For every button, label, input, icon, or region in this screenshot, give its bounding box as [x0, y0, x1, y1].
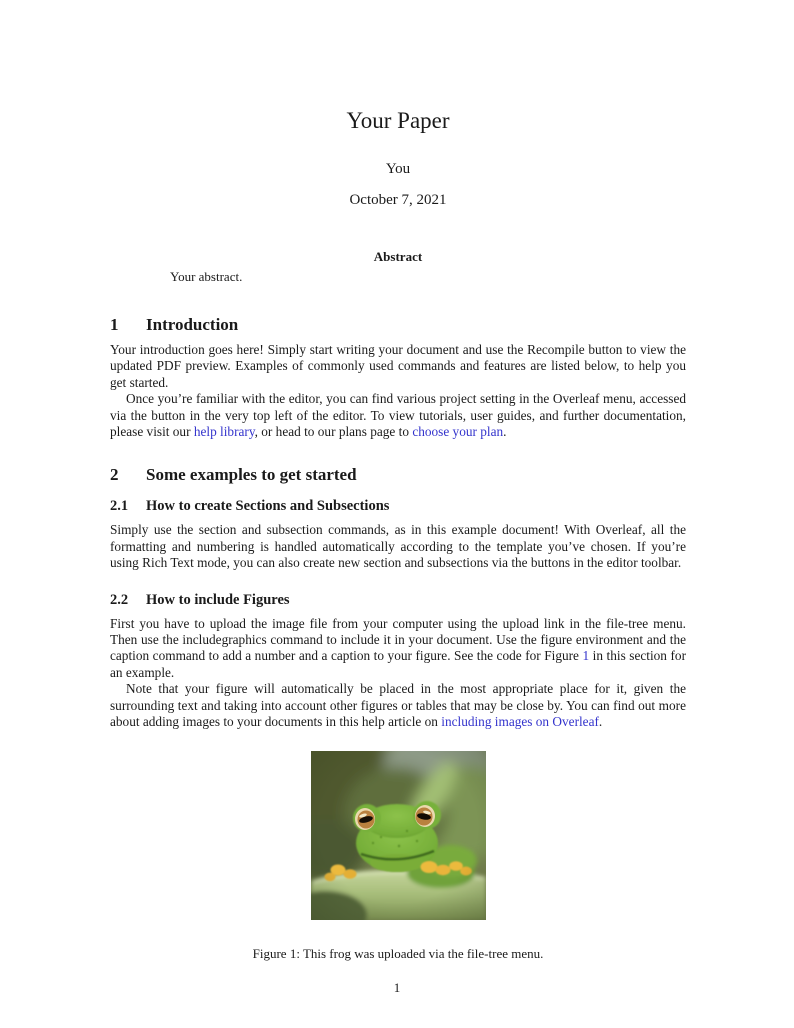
paper-date: October 7, 2021	[349, 192, 447, 208]
subsection-heading-2-2	[110, 591, 686, 609]
subsection-title: How to create Sections and Subsections	[146, 498, 390, 515]
choose-your-plan-link[interactable]: choose your plan	[412, 424, 504, 440]
subsection-heading-2-1	[110, 497, 686, 515]
paper-author: You	[385, 161, 411, 177]
paragraph-text: .	[598, 714, 603, 730]
page-number: 1	[393, 980, 401, 995]
intro-paragraph-2	[110, 391, 686, 440]
section-title: Introduction	[146, 315, 239, 334]
frog-photo	[311, 751, 486, 920]
intro-paragraph-1: Your introduction goes here! Simply start writing your document and use the Recompile button to view the updated PDF preview. Examples of commonly used commands and features are listed below, to help you get started.	[110, 342, 686, 390]
paragraph-text: Once you’re familiar with the editor, you can find various project setting in the Overleaf menu, accessed via the button in the very top left of the editor. To view tutorials, user guides, and further documentation, please visit our	[110, 391, 686, 440]
paragraph-text: First you have to upload the image file from your computer using the upload link in the file-tree menu. Then use the includegraphics command to include it in your document. Use the figure environment and the caption command to add a number and a caption to your figure. See the code for Figure	[110, 615, 686, 664]
figures-paragraph-2	[110, 681, 686, 730]
paragraph-text: in this section for an example.	[110, 648, 686, 680]
abstract-text: Your abstract.	[170, 269, 243, 284]
figure-1	[110, 751, 686, 962]
paragraph-text: Note that your figure will automatically be placed in the most appropriate place for it, given the surrounding text and taking into account other figures or tables that may be close by. You can find out more about adding images to your documents in this help article on	[110, 681, 686, 730]
section-title: Some examples to get started	[146, 465, 357, 485]
subsection-2-1-paragraph: Simply use the section and subsection commands, as in this example document! With Overleaf, all the formatting and numbering is handled automatically according to the template you’ve chosen. If you’re using Rich Text mode, you can also create new section and subsections via the buttons in the editor toolbar.	[110, 522, 686, 571]
help-library-link[interactable]: help library	[193, 424, 255, 440]
including-images-link[interactable]: including images on Overleaf	[441, 714, 599, 730]
abstract-heading: Abstract	[373, 249, 423, 264]
section-number: 1	[110, 315, 119, 334]
page-content	[110, 0, 686, 962]
section-heading-1	[110, 314, 686, 335]
figure-caption: Figure 1: This frog was uploaded via the file-tree menu.	[252, 945, 544, 961]
subsection-number: 2.1	[110, 498, 129, 515]
section-number: 2	[110, 465, 119, 485]
paragraph-text: , or head to our plans page to	[254, 424, 413, 440]
figures-paragraph-1	[110, 616, 686, 682]
paragraph-text: .	[503, 424, 507, 440]
subsection-title: How to include Figures	[146, 591, 290, 608]
paper-title: Your Paper	[346, 108, 450, 133]
section-heading-2	[110, 464, 686, 485]
subsection-number: 2.2	[110, 591, 129, 608]
title-block	[110, 107, 686, 209]
figure-1-ref-link[interactable]: 1	[582, 648, 590, 664]
